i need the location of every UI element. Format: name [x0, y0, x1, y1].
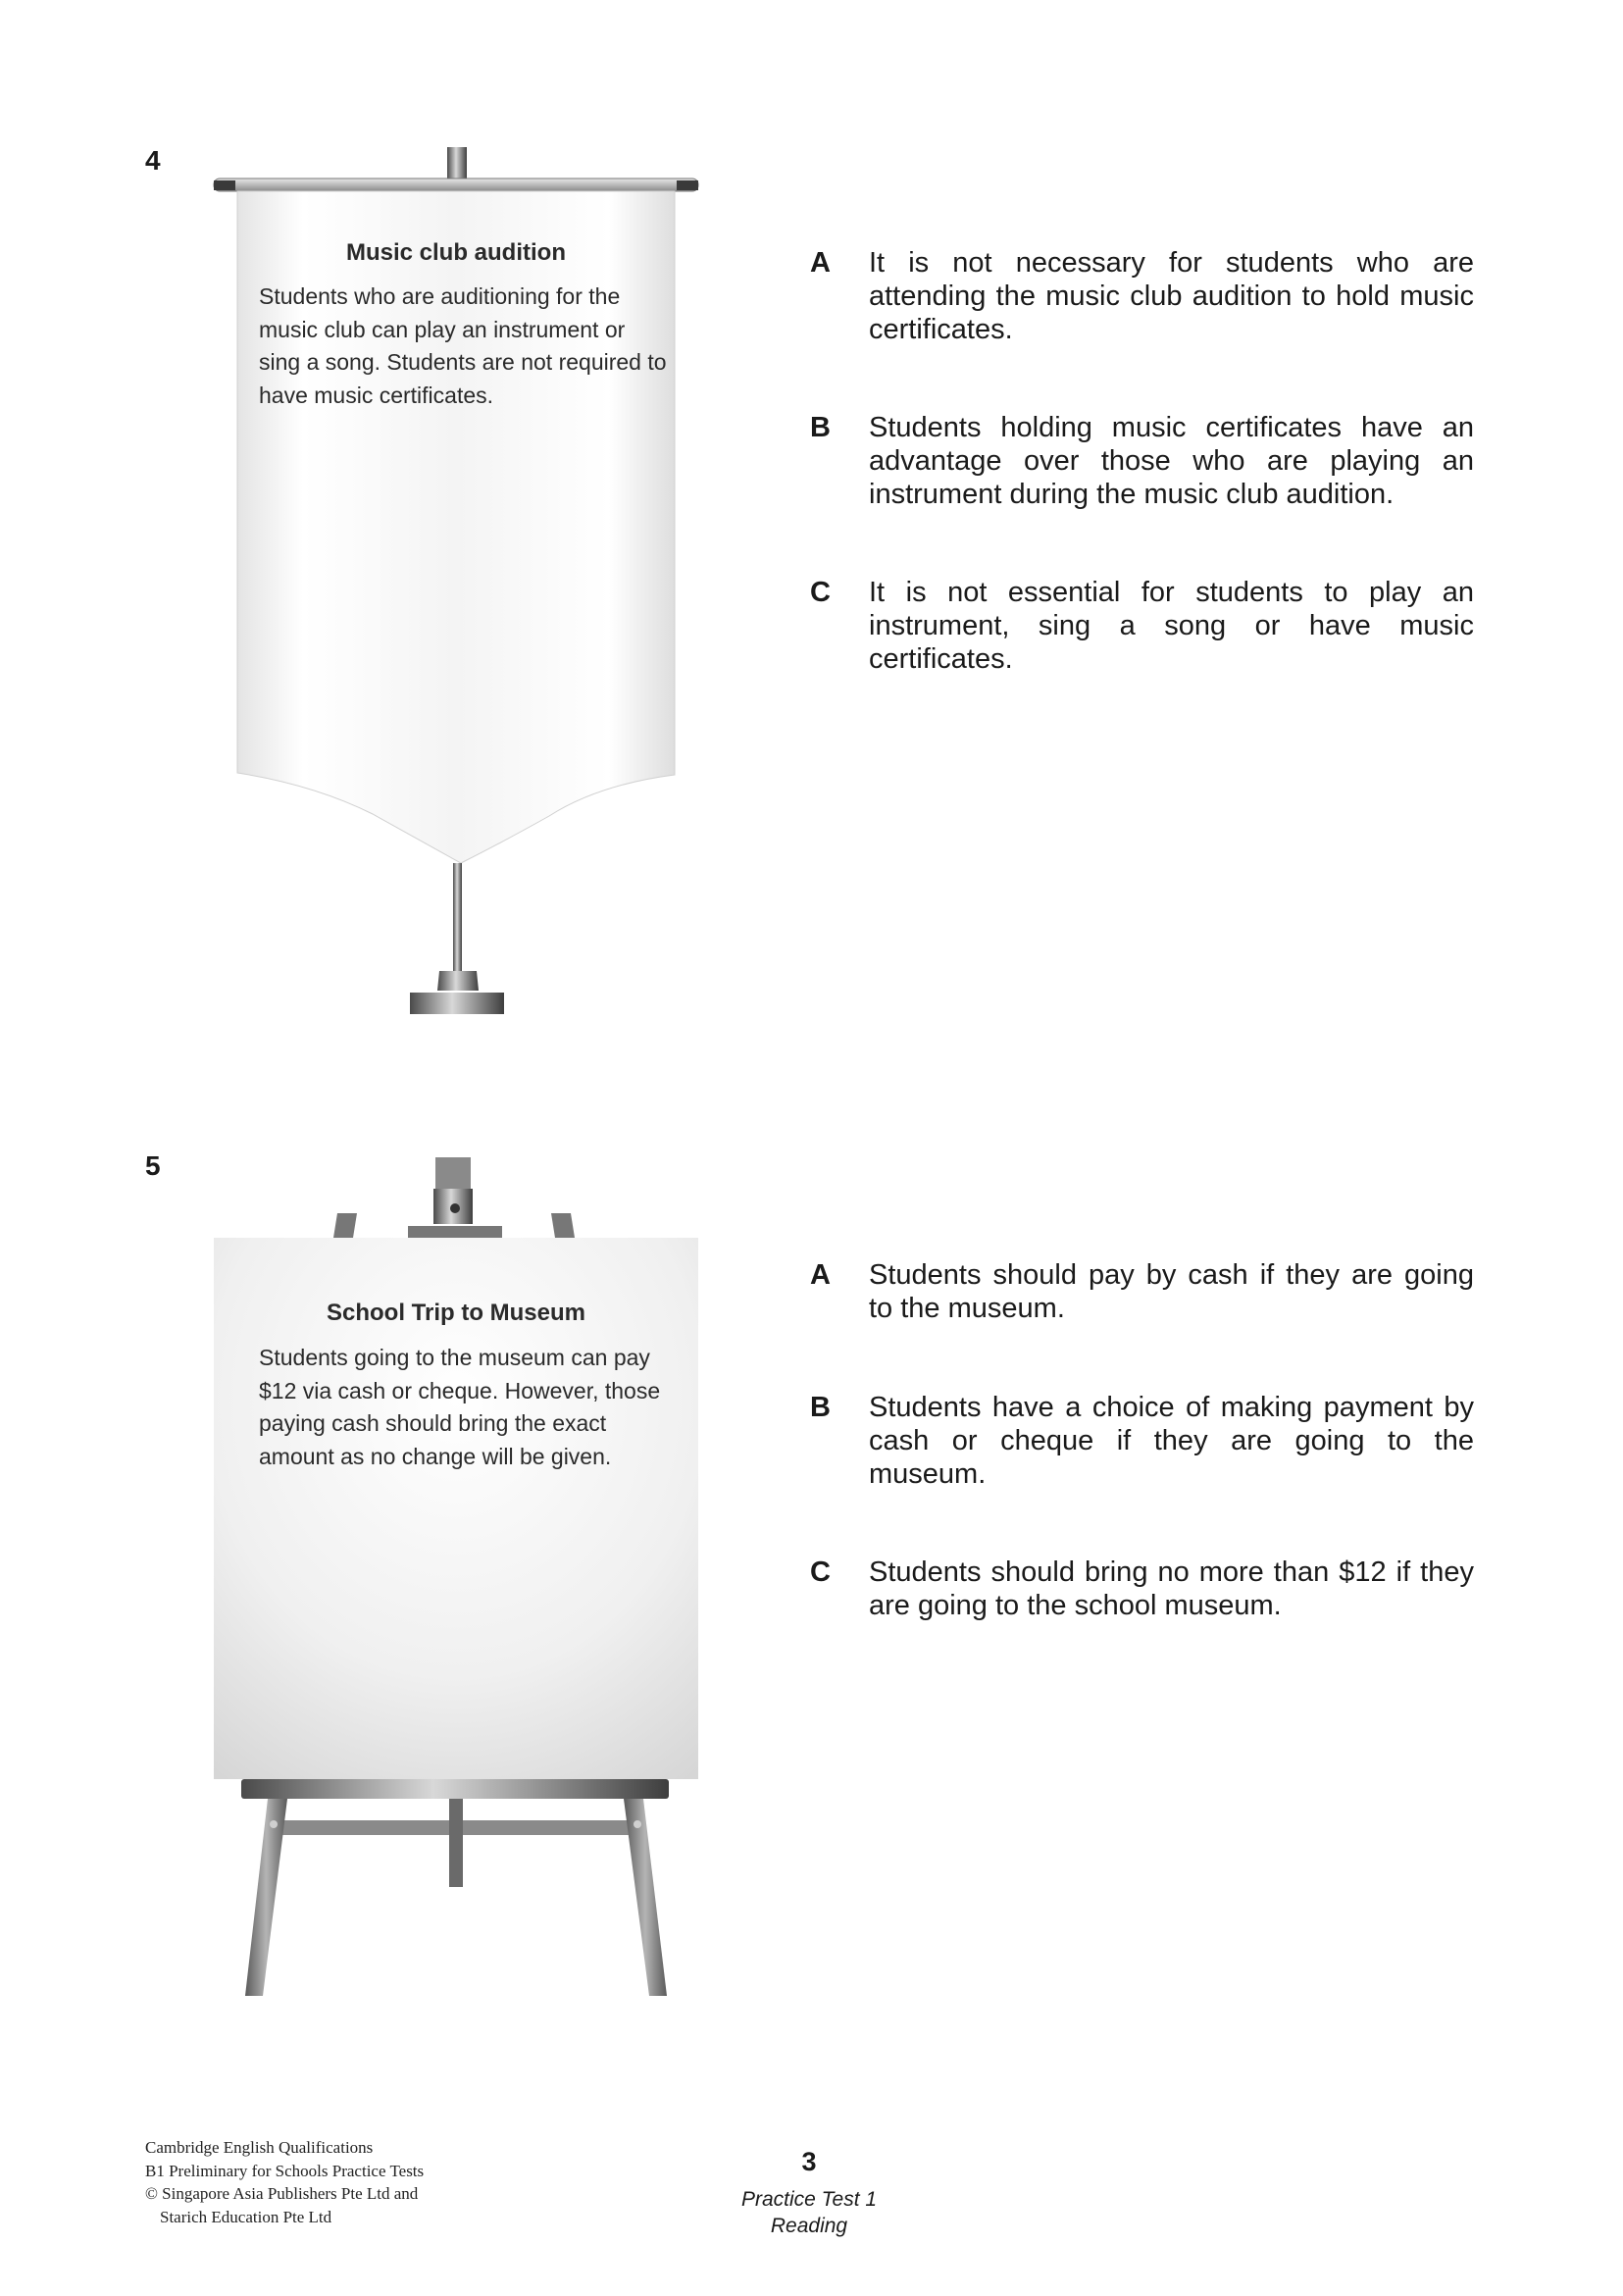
- answer-option[interactable]: [810, 1556, 1474, 1622]
- publisher-line: Cambridge English Qualifications: [145, 2138, 374, 2157]
- notice-body: Students going to the museum can pay $12 via cash or cheque. However, those paying cash should bring the exact amount as no change will be given.: [259, 1345, 661, 1469]
- test-section: Reading: [770, 2215, 848, 2237]
- option-text: Students holding music certificates have an advantage over those who are playing an instrument during the music club audition.: [869, 412, 1474, 510]
- test-label: [686, 2186, 932, 2239]
- answer-option[interactable]: [810, 576, 1474, 676]
- answer-option[interactable]: [810, 1391, 1474, 1491]
- notice-title: School Trip to Museum: [326, 1300, 585, 1326]
- publisher-line: B1 Preliminary for Schools Practice Tests: [145, 2161, 425, 2180]
- question-number: 5: [145, 1150, 161, 1181]
- notice-body: Students who are auditioning for the music club can play an instrument or sing a song. Students are not required to have music certificates.: [259, 283, 667, 408]
- notice-title: Music club audition: [345, 239, 566, 266]
- easel-illustration: [214, 1157, 698, 1996]
- option-text: It is not essential for students to play an instrument, sing a song or have music certificates.: [869, 577, 1474, 675]
- option-letter: C: [810, 577, 831, 608]
- option-text: Students should bring no more than $12 if they are going to the school museum.: [869, 1556, 1474, 1621]
- answer-option[interactable]: [810, 411, 1474, 511]
- page-number: 3: [801, 2147, 817, 2176]
- test-name: Practice Test 1: [740, 2188, 878, 2211]
- publisher-line: © Singapore Asia Publishers Pte Ltd and: [145, 2184, 419, 2203]
- option-letter: A: [810, 247, 831, 279]
- option-letter: A: [810, 1259, 831, 1291]
- option-text: It is not necessary for students who are attending the music club audition to hold music certificates.: [869, 247, 1474, 345]
- publisher-line: Starich Education Pte Ltd: [160, 2207, 332, 2226]
- publisher-info: [145, 2136, 424, 2228]
- option-letter: B: [810, 1392, 831, 1423]
- option-letter: C: [810, 1556, 831, 1588]
- question-number: 4: [145, 145, 161, 176]
- answer-option[interactable]: [810, 1258, 1474, 1325]
- banner-stand-illustration: [214, 147, 698, 1014]
- answer-option[interactable]: [810, 246, 1474, 346]
- option-letter: B: [810, 412, 831, 443]
- option-text: Students have a choice of making payment by cash or cheque if they are going to the museum.: [869, 1392, 1474, 1490]
- option-text: Students should pay by cash if they are going to the museum.: [869, 1259, 1474, 1324]
